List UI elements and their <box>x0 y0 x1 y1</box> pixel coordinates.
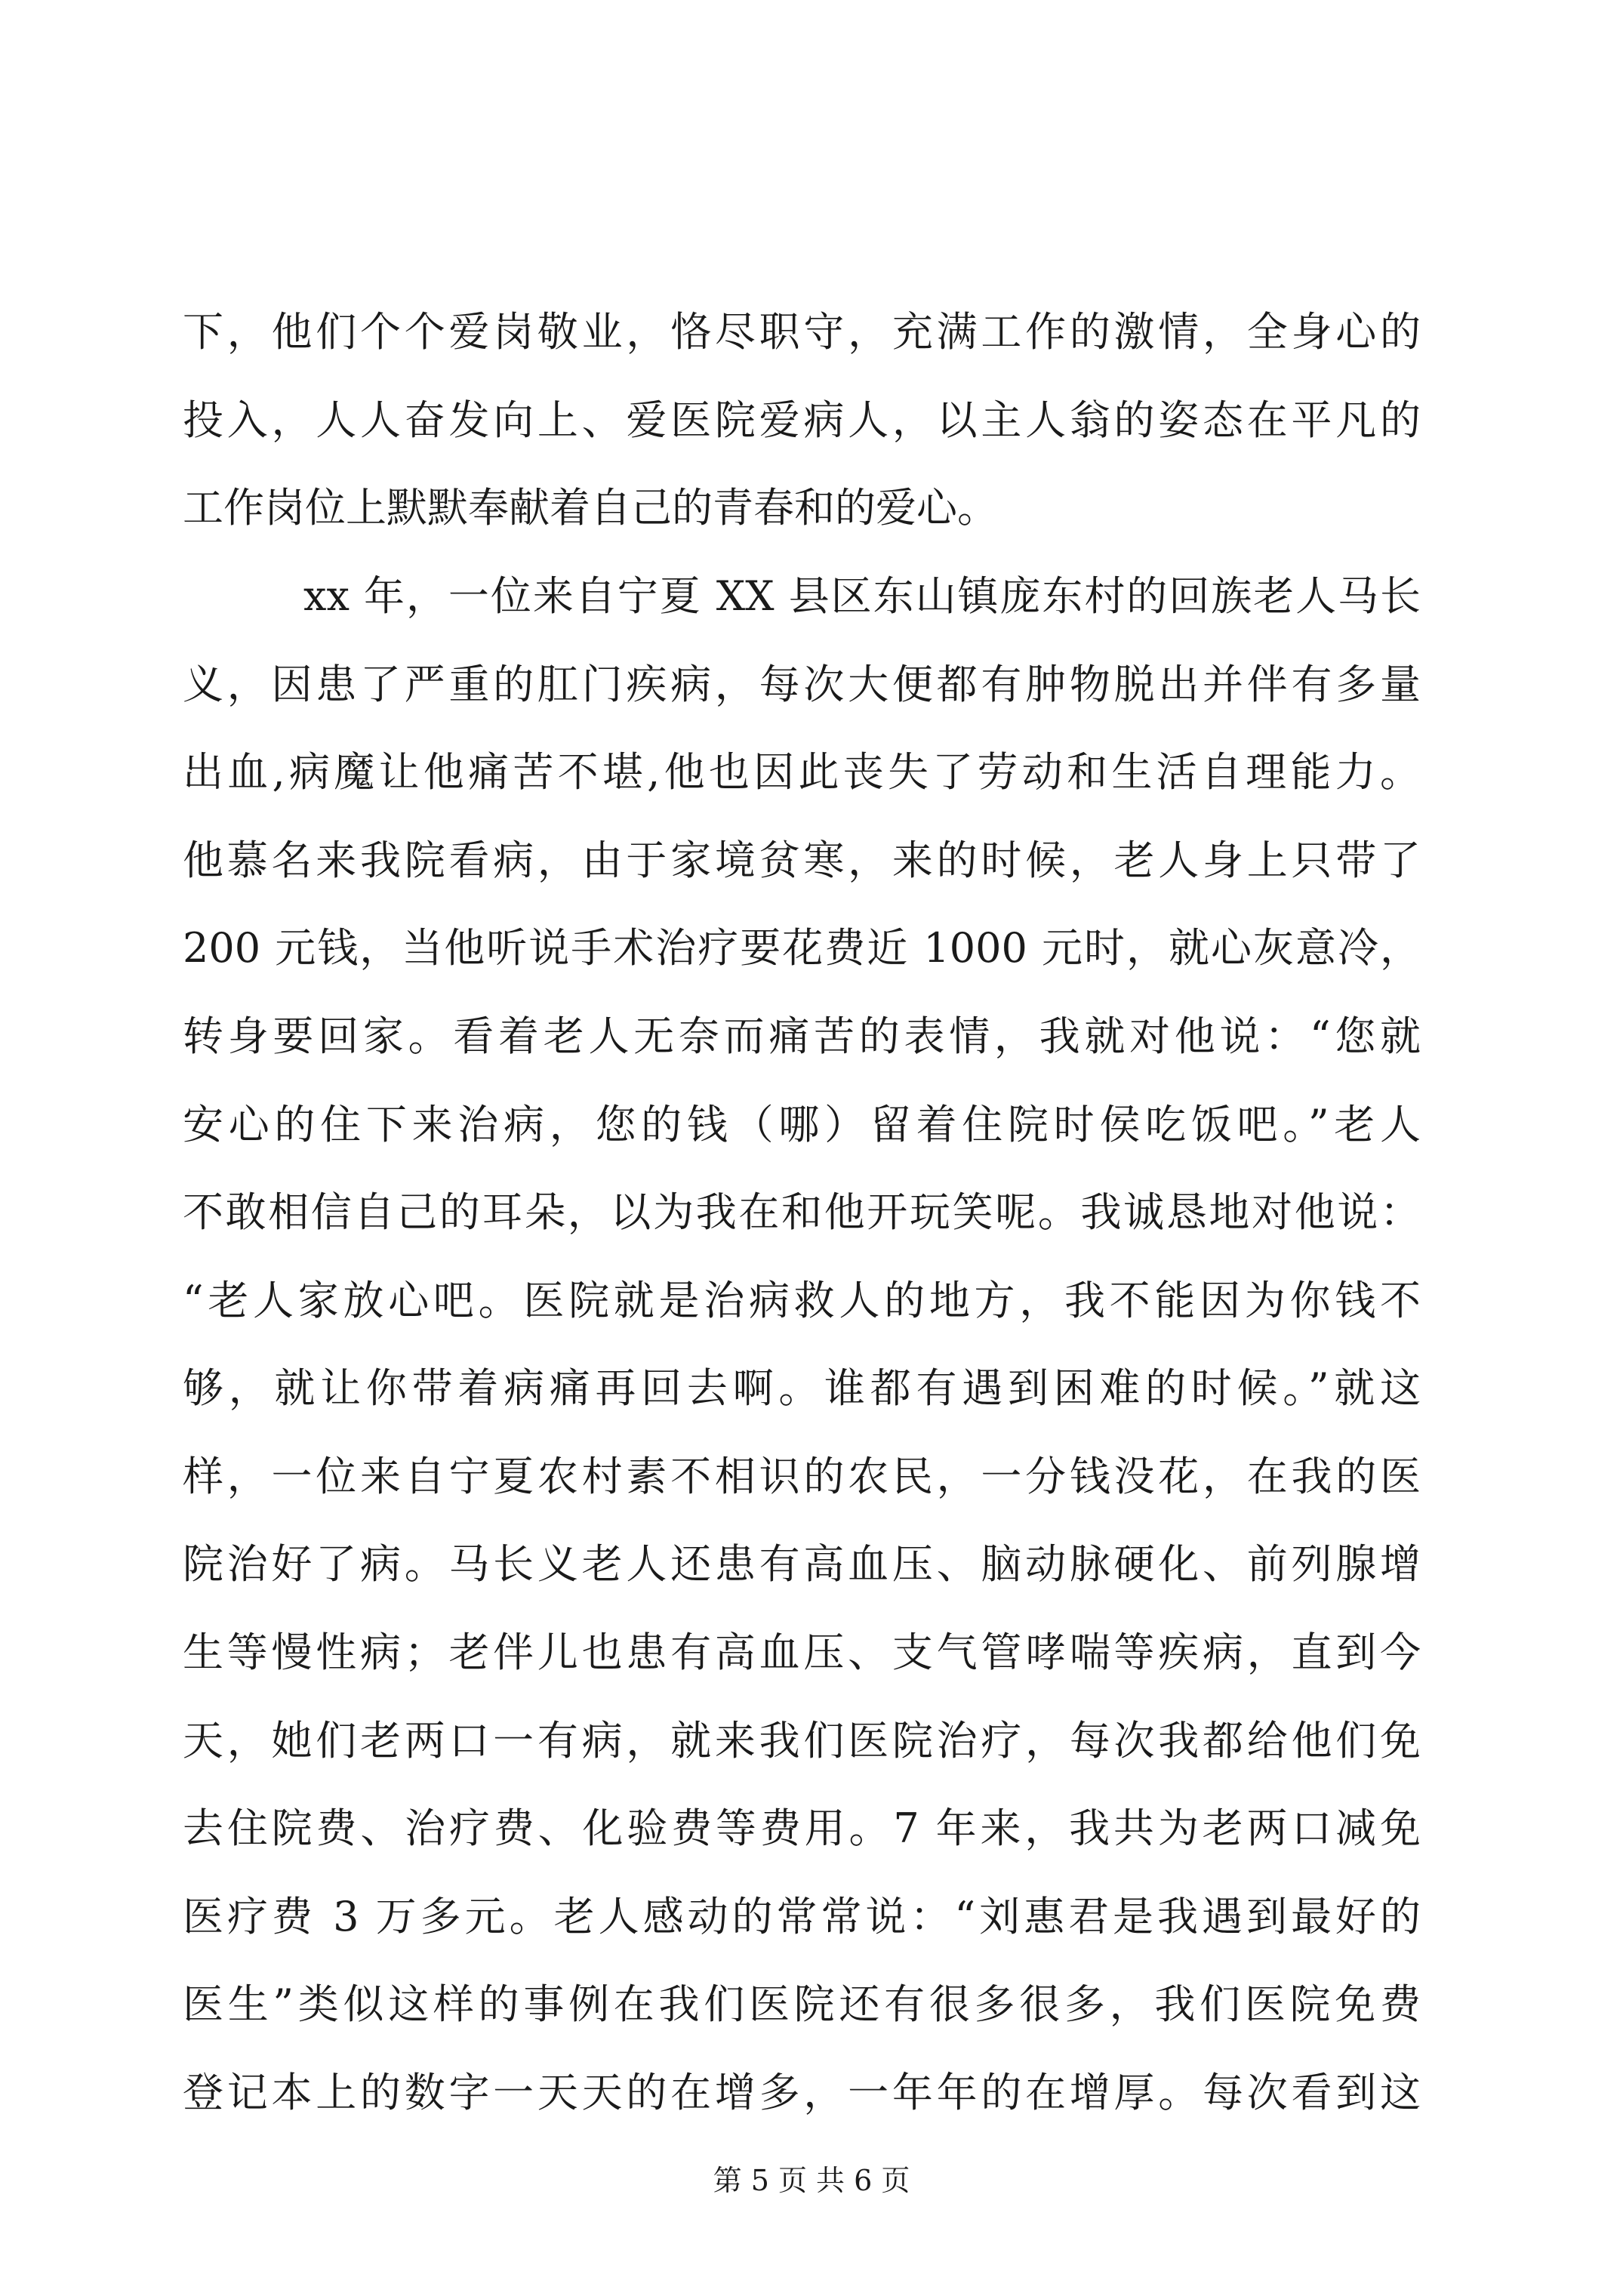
body-text: 安心的住下来治病，您的钱（哪）留着住院时侯吃饭吧。”老人 <box>183 1101 1421 1148</box>
body-line <box>0 1175 1623 1250</box>
body-line <box>0 1527 1623 1602</box>
body-line <box>0 1439 1623 1515</box>
body-text: “老人家放心吧。医院就是治病救人的地方，我不能因为你钱不 <box>183 1277 1421 1324</box>
body-text: 生等慢性病；老伴儿也患有高血压、支气管哮喘等疾病，直到今 <box>183 1629 1421 1676</box>
body-text: 医疗费 3 万多元。老人感动的常常说：“刘惠君是我遇到最好的 <box>183 1893 1421 1940</box>
body-line <box>0 1263 1623 1339</box>
body-line <box>0 2055 1623 2131</box>
body-text: 天，她们老两口一有病，就来我们医院治疗，每次我都给他们免 <box>183 1717 1421 1764</box>
body-text: 够，就让你带着病痛再回去啊。谁都有遇到困难的时候。”就这 <box>183 1364 1421 1412</box>
body-text: 样，一位来自宁夏农村素不相识的农民，一分钱没花，在我的医 <box>183 1453 1421 1500</box>
body-line <box>0 470 1623 546</box>
body-line <box>0 1615 1623 1690</box>
body-text: 登记本上的数字一天天的在增多，一年年的在增厚。每次看到这 <box>183 2069 1421 2116</box>
body-text: 去住院费、治疗费、化验费等费用。7 年来，我共为老两口减免 <box>183 1804 1421 1852</box>
body-text: 医生”类似这样的事例在我们医院还有很多很多，我们医院免费 <box>183 1980 1421 2028</box>
page-number-footer <box>0 2158 1623 2203</box>
body-text: 200 元钱，当他听说手术治疗要花费近 1000 元时，就心灰意冷， <box>183 924 1421 972</box>
body-text: 不敢相信自己的耳朵，以为我在和他开玩笑呢。我诚恳地对他说： <box>183 1188 1421 1236</box>
body-text: 院治好了病。马长义老人还患有高血压、脑动脉硬化、前列腺增 <box>183 1540 1421 1588</box>
body-line <box>0 735 1623 810</box>
body-line <box>0 823 1623 898</box>
body-line <box>0 1967 1623 2042</box>
body-line <box>0 1791 1623 1866</box>
body-line <box>0 647 1623 723</box>
body-text: 投入，人人奋发向上、爱医院爱病人，以主人翁的姿态在平凡的 <box>183 396 1421 444</box>
body-text: 工作岗位上默默奉献着自己的青春和的爱心。 <box>183 484 998 532</box>
page-number-label: 第 5 页 共 6 页 <box>713 2164 910 2197</box>
body-line <box>0 383 1623 458</box>
body-line <box>0 999 1623 1074</box>
body-line <box>0 294 1623 370</box>
body-text: 转身要回家。看着老人无奈而痛苦的表情，我就对他说：“您就 <box>183 1012 1421 1060</box>
body-line <box>0 1703 1623 1779</box>
body-text: 义，因患了严重的肛门疾病，每次大便都有肿物脱出并伴有多量 <box>183 661 1421 708</box>
body-line <box>0 1879 1623 1955</box>
body-text: 他慕名来我院看病，由于家境贫寒，来的时候，老人身上只带了 <box>183 837 1421 884</box>
body-text: 出血,病魔让他痛苦不堪,他也因此丧失了劳动和生活自理能力。 <box>183 748 1421 796</box>
body-text: 下，他们个个爱岗敬业，恪尽职守，充满工作的激情，全身心的 <box>183 308 1421 356</box>
body-line <box>0 1087 1623 1163</box>
body-line <box>0 559 1623 634</box>
body-line <box>0 1351 1623 1426</box>
body-line <box>0 911 1623 986</box>
body-text: xx 年，一位来自宁夏 XX 县区东山镇庞东村的回族老人马长 <box>303 572 1421 620</box>
